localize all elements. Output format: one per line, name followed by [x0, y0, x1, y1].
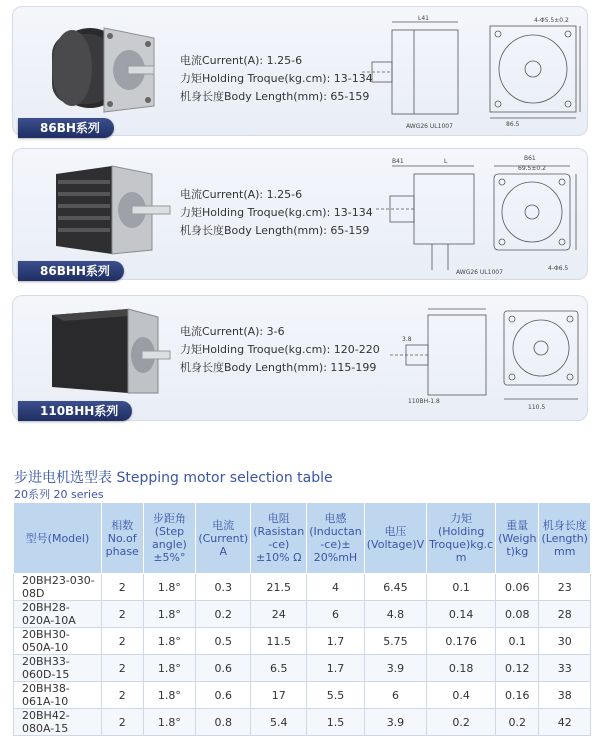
table-row: [14, 574, 591, 601]
table-row: [14, 682, 591, 709]
selection-table: [13, 502, 591, 736]
series-badge-110bhh: 110BHH系列: [18, 401, 132, 421]
col-header-model: 型号(Model): [14, 503, 102, 574]
cell-model: 20BH28-020A-10A: [14, 601, 102, 628]
cell-current: 0.6: [196, 682, 251, 709]
dim-label: 3.8: [402, 336, 412, 343]
spec-body-length: 机身长度Body Length(mm): 115-199: [180, 361, 377, 374]
spec-list-110bhh: [180, 323, 380, 377]
cell-weight: 0.08: [496, 601, 539, 628]
table-header-row: [14, 503, 591, 574]
spec-holding-torque: 力矩Holding Troque(kg.cm): 120-220: [180, 343, 380, 356]
cell-resistance: 5.4: [251, 709, 307, 736]
cell-model: 20BH38-061A-10: [14, 682, 102, 709]
cell-phase: 2: [101, 655, 143, 682]
cell-step-angle: 1.8°: [143, 601, 196, 628]
cell-holding-torque: 0.2: [427, 709, 496, 736]
product-panel-86bh: [12, 6, 588, 136]
cell-resistance: 6.5: [251, 655, 307, 682]
cell-phase: 2: [101, 601, 143, 628]
cell-inductance: 1.7: [307, 628, 365, 655]
cell-weight: 0.2: [496, 709, 539, 736]
cell-length: 42: [539, 709, 591, 736]
col-header-weight: 重量 (Weigh t)kg: [496, 503, 539, 574]
col-header-current: 电流 (Current) A: [196, 503, 251, 574]
series-badge-86bhh: 86BHH系列: [18, 261, 124, 281]
cell-length: 30: [539, 628, 591, 655]
cell-current: 0.8: [196, 709, 251, 736]
cell-voltage: 5.75: [364, 628, 426, 655]
series-badge-86bh: 86BH系列: [18, 118, 114, 138]
dimension-drawing-86bhh: [352, 152, 584, 278]
cell-phase: 2: [101, 628, 143, 655]
section-title-cn: 步进电机选型表: [14, 470, 112, 486]
spec-current: 电流Current(A): 3-6: [180, 325, 285, 338]
section-title-en: Stepping motor selection table: [116, 470, 333, 486]
cell-phase: 2: [101, 709, 143, 736]
cell-model: 20BH42-080A-15: [14, 709, 102, 736]
col-header-resistance: 电阻 (Rasistan -ce)±10% Ω: [251, 503, 307, 574]
dim-label: AWG26 UL1007: [406, 123, 453, 130]
dimension-drawing-110bhh: [372, 299, 584, 417]
cell-weight: 0.12: [496, 655, 539, 682]
product-panel-86bhh: [12, 148, 588, 280]
spec-holding-torque: 力矩Holding Troque(kg.cm): 13-134: [180, 206, 373, 219]
cell-inductance: 6: [307, 601, 365, 628]
spec-holding-torque: 力矩Holding Troque(kg.cm): 13-134: [180, 72, 373, 85]
cell-resistance: 11.5: [251, 628, 307, 655]
series-subtitle: 20系列 20 series: [14, 488, 104, 501]
cell-inductance: 1.5: [307, 709, 365, 736]
dim-label: 4-Φ5.5±0.2: [534, 17, 569, 24]
spec-list-86bh: [180, 52, 373, 106]
table-row: [14, 655, 591, 682]
spec-current: 电流Current(A): 1.25-6: [180, 188, 303, 201]
cell-length: 28: [539, 601, 591, 628]
cell-holding-torque: 0.1: [427, 574, 496, 601]
cell-inductance: 1.7: [307, 655, 365, 682]
cell-voltage: 3.9: [364, 709, 426, 736]
cell-step-angle: 1.8°: [143, 574, 196, 601]
cell-weight: 0.16: [496, 682, 539, 709]
motor-photo-86bh: [42, 20, 162, 116]
cell-current: 0.3: [196, 574, 251, 601]
cell-length: 33: [539, 655, 591, 682]
cell-model: 20BH30-050A-10: [14, 628, 102, 655]
col-header-inductance: 电感 (Inductan -ce)± 20%mH: [307, 503, 365, 574]
product-panel-110bhh: [12, 295, 588, 421]
col-header-holding-torque: 力矩 (Holding Troque)kg.c m: [427, 503, 496, 574]
cell-model: 20BH33-060D-15: [14, 655, 102, 682]
col-header-step-angle: 步距角 (Step angle) ±5%°: [143, 503, 196, 574]
motor-photo-110bhh: [42, 305, 172, 403]
cell-phase: 2: [101, 682, 143, 709]
cell-holding-torque: 0.14: [427, 601, 496, 628]
spec-body-length: 机身长度Body Length(mm): 65-159: [180, 90, 370, 103]
table-row: [14, 628, 591, 655]
cell-current: 0.6: [196, 655, 251, 682]
cell-length: 38: [539, 682, 591, 709]
cell-inductance: 4: [307, 574, 365, 601]
cell-resistance: 17: [251, 682, 307, 709]
dim-label: 69.5±0.2: [518, 165, 546, 172]
col-header-voltage: 电压 (Voltage)V: [364, 503, 426, 574]
cell-voltage: 4.8: [364, 601, 426, 628]
cell-weight: 0.06: [496, 574, 539, 601]
dim-label: AWG26 UL1007: [456, 269, 503, 276]
col-header-phase: 相数 No.of phase: [101, 503, 143, 574]
spec-list-86bhh: [180, 186, 373, 240]
dim-label: 110.5: [528, 404, 546, 411]
cell-resistance: 21.5: [251, 574, 307, 601]
spec-current: 电流Current(A): 1.25-6: [180, 54, 303, 67]
cell-current: 0.5: [196, 628, 251, 655]
cell-step-angle: 1.8°: [143, 682, 196, 709]
cell-holding-torque: 0.4: [427, 682, 496, 709]
col-header-length: 机身长度 (Length) mm: [539, 503, 591, 574]
dim-label: L: [444, 158, 448, 165]
table-row: [14, 709, 591, 736]
cell-step-angle: 1.8°: [143, 628, 196, 655]
cell-step-angle: 1.8°: [143, 655, 196, 682]
cell-phase: 2: [101, 574, 143, 601]
table-row: [14, 601, 591, 628]
cell-voltage: 6.45: [364, 574, 426, 601]
cell-holding-torque: 0.18: [427, 655, 496, 682]
cell-current: 0.2: [196, 601, 251, 628]
cell-voltage: 6: [364, 682, 426, 709]
cell-inductance: 5.5: [307, 682, 365, 709]
dim-label: 86.5: [506, 121, 520, 128]
dim-label: B41: [392, 158, 404, 165]
motor-photo-86bhh: [50, 160, 174, 260]
spec-body-length: 机身长度Body Length(mm): 65-159: [180, 224, 370, 237]
dim-label: B61: [524, 155, 536, 162]
cell-voltage: 3.9: [364, 655, 426, 682]
cell-resistance: 24: [251, 601, 307, 628]
dim-label: 4-Φ6.5: [548, 265, 569, 272]
cell-model: 20BH23-030-08D: [14, 574, 102, 601]
dim-label: 110BH-1.8: [408, 398, 440, 405]
dimension-drawing-86bh: [352, 12, 584, 134]
cell-step-angle: 1.8°: [143, 709, 196, 736]
section-title: [14, 467, 333, 487]
cell-weight: 0.1: [496, 628, 539, 655]
cell-length: 23: [539, 574, 591, 601]
dim-label: L41: [418, 15, 429, 22]
cell-holding-torque: 0.176: [427, 628, 496, 655]
